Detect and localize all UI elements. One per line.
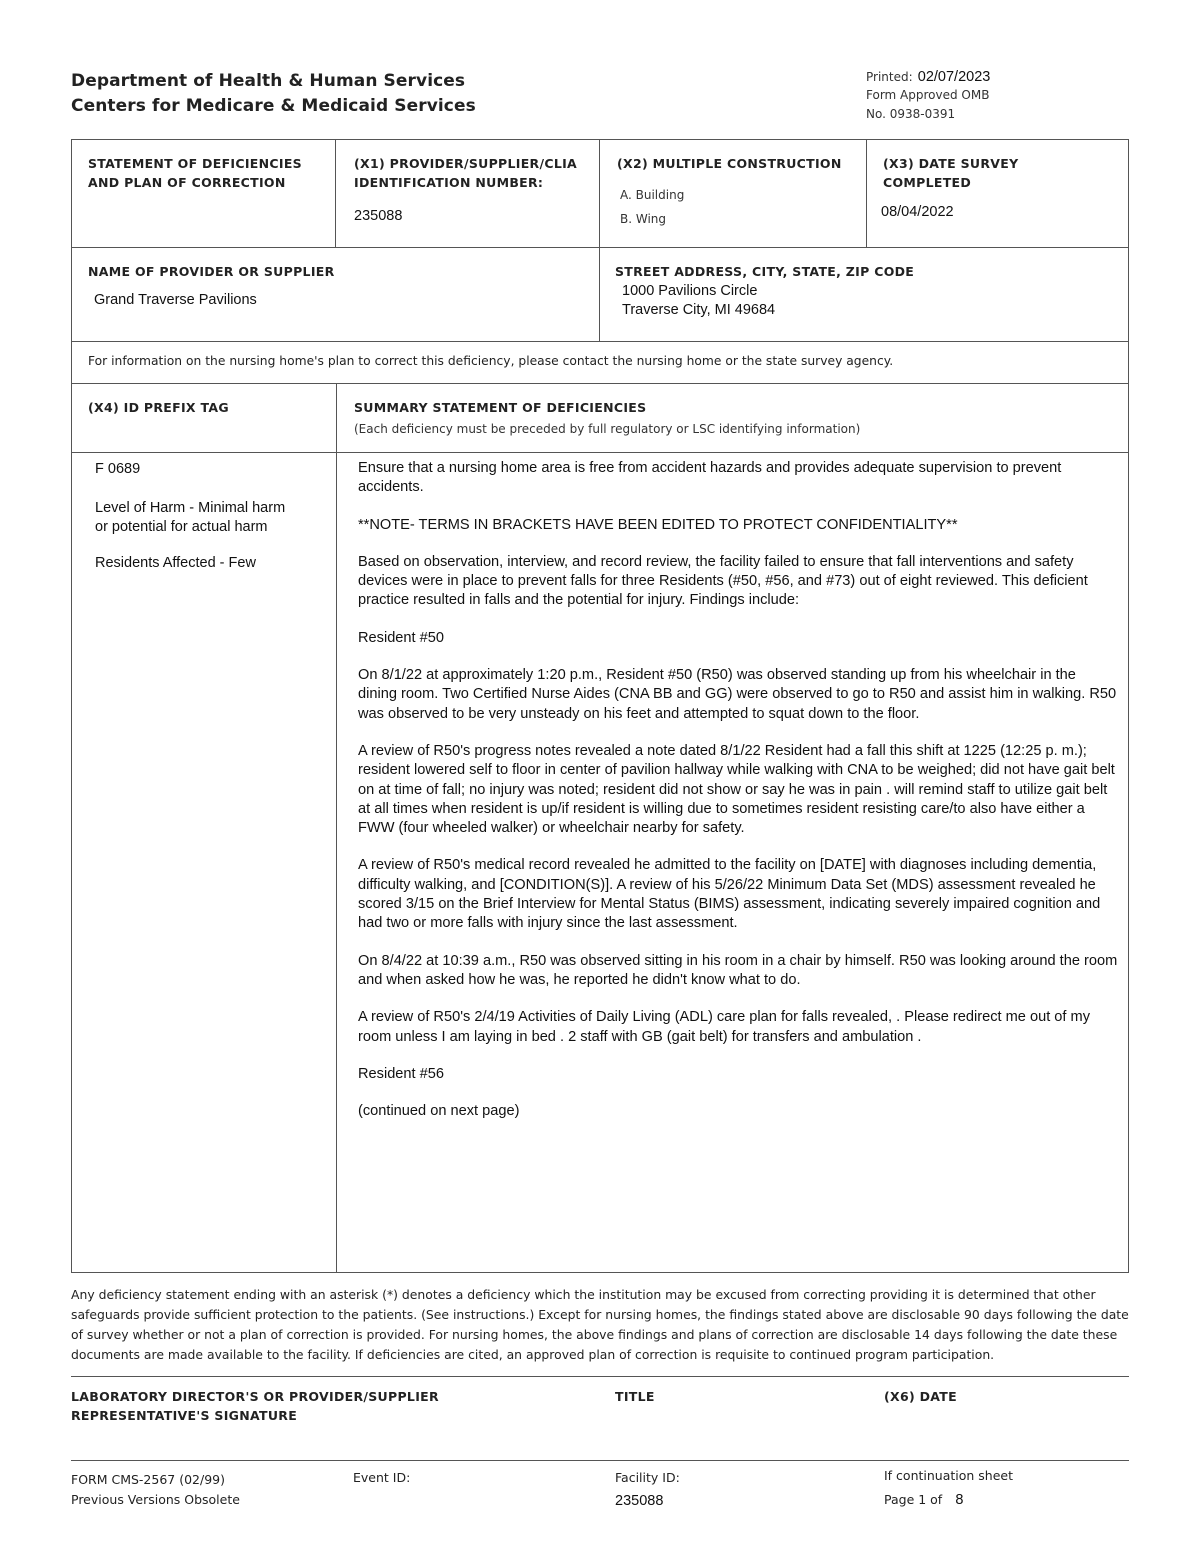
paragraph: (continued on next page) — [358, 1103, 520, 1120]
signature-divider-top — [71, 1376, 1129, 1377]
info-line: For information on the nursing home's plan to correct this deficiency, please contact the nursing home or the state survey agency. — [88, 354, 894, 368]
x2-wing: B. Wing — [620, 212, 667, 226]
x2-building: A. Building — [620, 188, 685, 202]
table-divider-row3 — [71, 383, 1129, 384]
printed-date: 02/07/2023 — [917, 69, 991, 85]
paragraph: Resident #56 — [358, 1065, 445, 1082]
paragraph: A review of R50's 2/4/19 Activities of Daily Living (ADL) care plan for falls revealed, . Please redirect me out of my room unless I am laying in bed . 2 staff with GB (gait belt) for transfers and ambulation . — [358, 1009, 1090, 1045]
table-divider-row1 — [71, 247, 1129, 248]
address-line-1: 1000 Pavilions Circle — [622, 283, 758, 299]
footer-divider — [71, 1460, 1129, 1461]
col-divider-2 — [599, 139, 600, 342]
x1-value: 235088 — [354, 208, 403, 224]
disclaimer: Any deficiency statement ending with an asterisk (*) denotes a deficiency which the institution may be excused from correcting providing it is determined that other safeguards provide sufficient protection to the patients. (See instructions.) Except for nursing homes, the findings stated above are disclosable 90 days following the date of survey whether or not a plan of correction is provided. For nursing homes, the above findings and plans of correction are disclosable 14 days following the date these documents are made available to the facility. If deficiencies are cited, an approved plan of correction is requisite to continued program participation. — [71, 1287, 1129, 1362]
table-border-bottom — [71, 1272, 1129, 1273]
provider-label: NAME OF PROVIDER OR SUPPLIER — [88, 264, 335, 279]
page-label: Page 1 of — [884, 1492, 943, 1507]
table-border-right — [1128, 139, 1129, 1273]
x4-label: (X4) ID PREFIX TAG — [88, 400, 229, 415]
page-number — [884, 1489, 963, 1508]
col-divider-tag — [336, 383, 337, 1273]
deficiency-summary — [358, 459, 1118, 1139]
omb-line-1: Form Approved OMB — [866, 88, 990, 102]
provider-value: Grand Traverse Pavilions — [94, 292, 257, 308]
address-label: STREET ADDRESS, CITY, STATE, ZIP CODE — [615, 264, 915, 279]
table-divider-row4 — [71, 452, 1129, 453]
printed-label: Printed: — [866, 70, 913, 84]
statement-label: STATEMENT OF DEFICIENCIES AND PLAN OF CORRECTION — [88, 156, 302, 190]
department-name: Department of Health & Human Services — [71, 71, 466, 91]
omb-line-2: No. 0938-0391 — [866, 107, 956, 121]
residents-affected: Residents Affected - Few — [95, 555, 256, 571]
table-divider-row2 — [71, 341, 1129, 342]
x1-label: (X1) PROVIDER/SUPPLIER/CLIA IDENTIFICATION NUMBER: — [354, 156, 578, 190]
summary-label: SUMMARY STATEMENT OF DEFICIENCIES — [354, 400, 647, 415]
date-label: (X6) DATE — [884, 1389, 957, 1404]
harm-level: Level of Harm - Minimal harm or potential for actual harm — [95, 500, 286, 536]
page-total: 8 — [955, 1492, 964, 1508]
facility-id-value: 235088 — [615, 1493, 664, 1509]
paragraph: Ensure that a nursing home area is free from accident hazards and provides adequate supervision to prevent accidents. — [358, 460, 1062, 496]
printed-info — [866, 66, 990, 85]
x3-value: 08/04/2022 — [881, 204, 954, 220]
event-id-label: Event ID: — [353, 1470, 411, 1485]
table-border-top — [71, 139, 1129, 140]
col-divider-3 — [866, 139, 867, 248]
tag-code: F 0689 — [95, 461, 141, 477]
form-number: FORM CMS-2567 (02/99) Previous Versions Obsolete — [71, 1472, 240, 1507]
continuation-label: If continuation sheet — [884, 1468, 1014, 1483]
paragraph: Resident #50 — [358, 629, 445, 646]
col-divider-1 — [335, 139, 336, 248]
x2-label: (X2) MULTIPLE CONSTRUCTION — [617, 156, 842, 171]
x3-label: (X3) DATE SURVEY COMPLETED — [883, 156, 1019, 190]
title-label: TITLE — [615, 1389, 655, 1404]
paragraph: A review of R50's medical record revealed he admitted to the facility on [DATE] with diagnoses including dementia, difficulty walking, and [CONDITION(S)]. A review of his 5/26/22 Minimum Data Set (MDS) assessment revealed he scored 3/15 on the Brief Interview for Mental Status (BIMS) assessment, indicating severely impaired cognition and had two or more falls with injury since the last assessment. — [358, 857, 1101, 932]
paragraph: On 8/4/22 at 10:39 a.m., R50 was observed sitting in his room in a chair by himself. R50 was looking around the room and when asked how he was, he reported he didn't know what to do. — [358, 952, 1118, 988]
address-line-2: Traverse City, MI 49684 — [622, 302, 776, 318]
signature-label: LABORATORY DIRECTOR'S OR PROVIDER/SUPPLIER REPRESENTATIVE'S SIGNATURE — [71, 1389, 439, 1423]
paragraph: On 8/1/22 at approximately 1:20 p.m., Resident #50 (R50) was observed standing up from his wheelchair in the dining room. Two Certified Nurse Aides (CNA BB and GG) were observed to go to R50 and assist him in walking. R50 was observed to be very unsteady on his feet and attempted to squat down to the floor. — [358, 667, 1117, 722]
paragraph: A review of R50's progress notes revealed a note dated 8/1/22 Resident had a fall this shift at 1225 (12:25 p. m.); resident lowered self to floor in center of pavilion hallway while walking with CNA to be weighed; did not have gait belt on at time of fall; no injury was noted; resident did not show or say he was in pain . will remind staff to utilize gait belt at all times when resident is up/if resident is willing due to sometimes resident resisting care/to also have either a FWW (four wheeled walker) or wheelchair nearby for safety. — [358, 742, 1115, 837]
summary-sub: (Each deficiency must be preceded by full regulatory or LSC identifying information) — [354, 422, 861, 436]
paragraph: Based on observation, interview, and record review, the facility failed to ensure that fall interventions and safety devices were in place to prevent falls for three Residents (#50, #56, and #73) out of eight reviewed. This deficient practice resulted in falls and the potential for injury. Findings include: — [358, 553, 1088, 609]
facility-id-label: Facility ID: — [615, 1470, 680, 1485]
table-border-left — [71, 139, 72, 1273]
agency-name: Centers for Medicare & Medicaid Services — [71, 96, 476, 116]
paragraph: **NOTE- TERMS IN BRACKETS HAVE BEEN EDITED TO PROTECT CONFIDENTIALITY** — [358, 516, 958, 533]
